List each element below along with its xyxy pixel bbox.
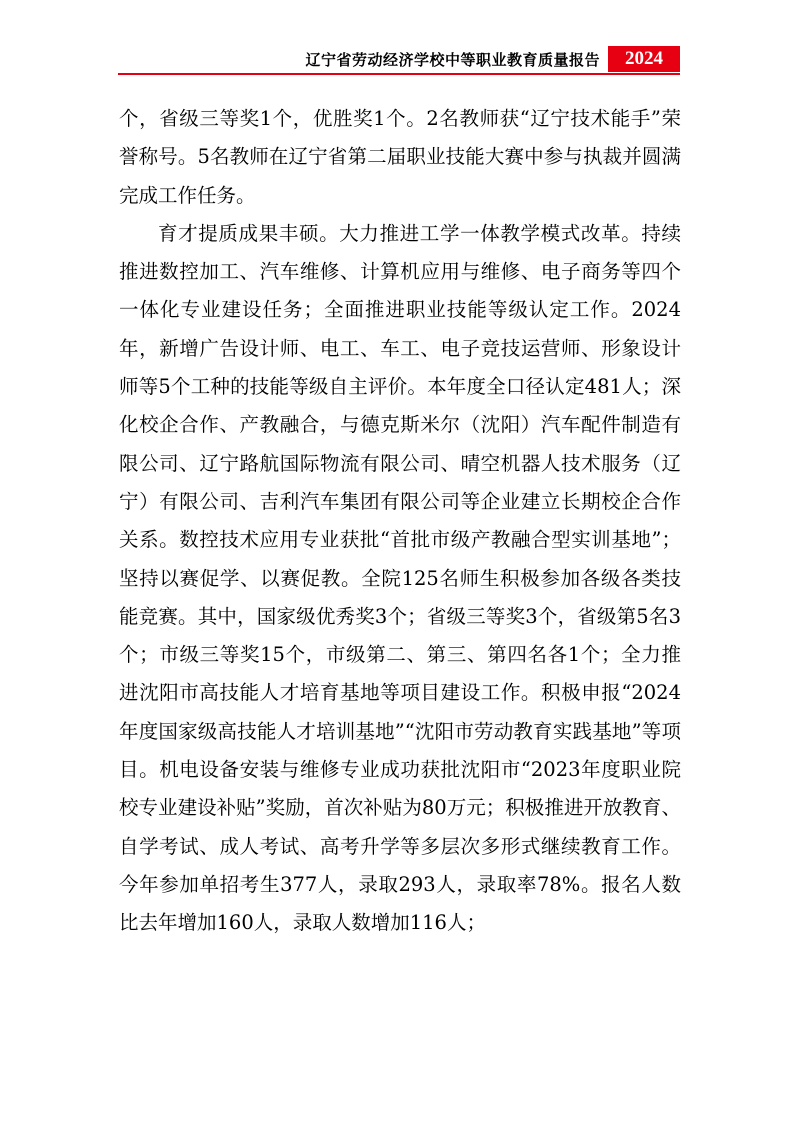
paragraph-achievements: 育才提质成果丰硕。大力推进工学一体教学模式改革。持续推进数控加工、汽车维修、计算机应用与维修、电子商务等四个一体化专业建设任务；全面推进职业技能等级认定工作。2024年，新增广告设计师、电工、车工、电子竞技运营师、形象设计师等5个工种的技能等级自主评价。本年度全口径认定481人；深化校企合作、产教融合，与德克斯米尔（沈阳）汽车配件制造有限公司、辽宁路航国际物流有限公司、晴空机器人技术服务（辽宁）有限公司、吉利汽车集团有限公司等企业建立长期校企合作关系。数控技术应用专业获批“首批市级产教融合型实训基地”；坚持以赛促学、以赛促教。全院125名师生积极参加各级各类技能竞赛。其中，国家级优秀奖3个；省级三等奖3个，省级第5名3个；市级三等奖15个，市级第二、第三、第四名各1个；全力推进沈阳市高技能人才培育基地等项目建设工作。积极申报“2024年度国家级高技能人才培训基地”“沈阳市劳动教育实践基地”等项目。机电设备安装与维修专业成功获批沈阳市“2023年度职业院校专业建设补贴”奖励，首次补贴为80万元；积极推进开放教育、自学考试、成人考试、高考升学等多层次多形式继续教育工作。今年参加单招考生377人，录取293人，录取率78%。报名人数比去年增加160人，录取人数增加116人；: [119, 221, 681, 935]
page-header: [118, 46, 680, 72]
paragraph-continuation: 个，省级三等奖1个，优胜奖1个。2名教师获“辽宁技术能手”荣誉称号。5名教师在辽宁省第二届职业技能大赛中参与执裁并圆满完成工作任务。: [119, 107, 681, 207]
report-title: 辽宁省劳动经济学校中等职业教育质量报告: [305, 50, 600, 69]
body-text: [119, 100, 681, 943]
header-divider: [118, 73, 680, 75]
year-badge: 2024: [608, 46, 680, 72]
